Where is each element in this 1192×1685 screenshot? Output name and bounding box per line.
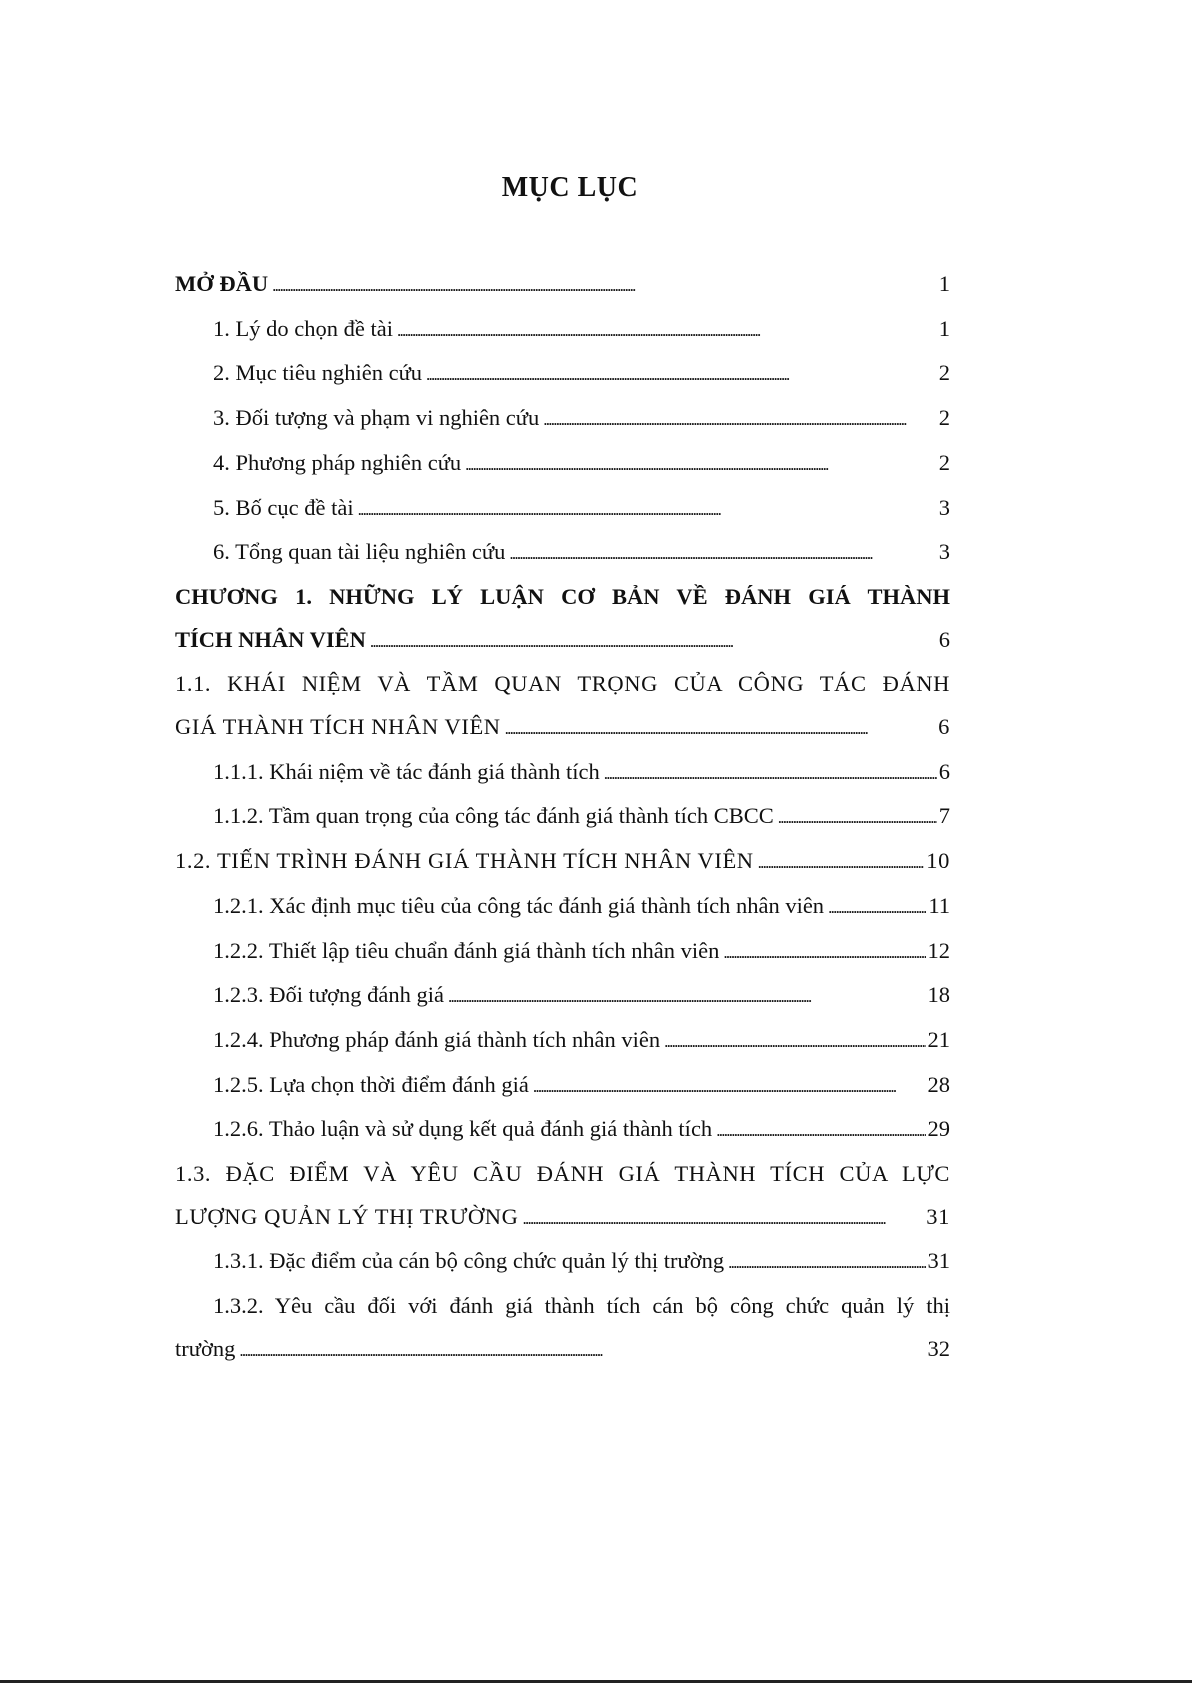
- dot-leader: [272, 263, 937, 308]
- toc-entry-section-1-1[interactable]: [175, 663, 950, 750]
- toc-entry-label: 1.2.5. Lựa chọn thời điểm đánh giá: [213, 1071, 529, 1097]
- toc-entry-page: 11: [928, 892, 950, 918]
- dot-leader: [604, 751, 937, 796]
- toc-entry[interactable]: [175, 1285, 950, 1372]
- dot-leader: [716, 1108, 925, 1153]
- toc-entry-label: 1.1.2. Tầm quan trọng của công tác đánh giá thành tích CBCC: [213, 803, 774, 829]
- dot-leader: [533, 1064, 926, 1109]
- toc-entry-label-line1: 1.3. ĐẶC ĐIỂM VÀ YÊU CẦU ĐÁNH GIÁ THÀNH TÍCH CỦA LỰC: [175, 1161, 950, 1187]
- toc-entry[interactable]: [175, 930, 950, 975]
- toc-entry-label-line1: 1.1. KHÁI NIỆM VÀ TẦM QUAN TRỌNG CỦA CÔNG TÁC ĐÁNH: [175, 671, 950, 697]
- dot-leader: [370, 619, 937, 664]
- dot-leader: [778, 795, 937, 840]
- toc-entry[interactable]: [175, 442, 950, 487]
- page-title: MỤC LỤC: [501, 172, 639, 203]
- toc-entry-label: 1.2.2. Thiết lập tiêu chuẩn đánh giá thành tích nhân viên: [213, 937, 720, 963]
- toc-entry-page: 29: [927, 1116, 950, 1142]
- toc-entry[interactable]: [175, 1064, 950, 1109]
- toc-entry-label: 1.1.1. Khái niệm về tác đánh giá thành tích: [213, 758, 600, 784]
- dot-leader: [239, 1328, 925, 1373]
- toc-entry-label: 1.2.1. Xác định mục tiêu của công tác đánh giá thành tích nhân viên: [213, 892, 825, 918]
- toc-entry-label: 2. Mục tiêu nghiên cứu: [213, 360, 423, 386]
- toc-entry-label-line1: CHƯƠNG 1. NHỮNG LÝ LUẬN CƠ BẢN VỀ ĐÁNH GIÁ THÀNH: [175, 583, 950, 609]
- toc-entry[interactable]: [175, 487, 950, 532]
- toc-entry[interactable]: [175, 397, 950, 442]
- dot-leader: [723, 930, 925, 975]
- toc-entry-page: 10: [926, 848, 950, 874]
- toc-entry-page: 28: [927, 1071, 950, 1097]
- toc-entry-page: 6: [938, 714, 950, 740]
- dot-leader: [828, 885, 926, 930]
- toc-entry[interactable]: [175, 308, 950, 353]
- toc-entry-page: 3: [938, 539, 950, 565]
- dot-leader: [728, 1240, 925, 1285]
- table-of-contents: [175, 263, 950, 1373]
- toc-entry-page: 18: [927, 982, 950, 1008]
- toc-entry-label: 5. Bố cục đề tài: [213, 494, 354, 520]
- dot-leader: [358, 487, 937, 532]
- dot-leader: [543, 397, 937, 442]
- dot-leader: [664, 1019, 925, 1064]
- toc-entry-chapter-1[interactable]: [175, 576, 950, 663]
- toc-entry-label: 1.2.6. Thảo luận và sử dụng kết quả đánh giá thành tích: [213, 1116, 713, 1142]
- dot-leader: [426, 352, 937, 397]
- toc-entry-label: 1.2.4. Phương pháp đánh giá thành tích nhân viên: [213, 1026, 661, 1052]
- toc-entry-mo-dau[interactable]: [175, 263, 950, 308]
- dot-leader: [448, 974, 926, 1019]
- toc-entry-label-line2: GIÁ THÀNH TÍCH NHÂN VIÊN: [175, 714, 501, 740]
- toc-entry-page: 2: [938, 360, 950, 386]
- toc-entry-page: 2: [938, 405, 950, 431]
- toc-entry-label: 1.2.3. Đối tượng đánh giá: [213, 982, 444, 1008]
- toc-entry-page: 31: [926, 1203, 950, 1229]
- toc-entry-label-line2: LƯỢNG QUẢN LÝ THỊ TRƯỜNG: [175, 1203, 519, 1229]
- toc-entry[interactable]: [175, 974, 950, 1019]
- dot-leader: [509, 531, 936, 576]
- toc-entry-page: 21: [927, 1026, 950, 1052]
- dot-leader: [505, 706, 937, 751]
- toc-entry-page: 2: [938, 449, 950, 475]
- toc-entry-page: 6: [938, 626, 950, 652]
- toc-entry-label: 6. Tổng quan tài liệu nghiên cứu: [213, 539, 506, 565]
- toc-entry[interactable]: [175, 1240, 950, 1285]
- toc-entry[interactable]: [175, 885, 950, 930]
- toc-entry-label: 1.2. TIẾN TRÌNH ĐÁNH GIÁ THÀNH TÍCH NHÂN VIÊN: [175, 848, 754, 874]
- toc-entry[interactable]: [175, 352, 950, 397]
- toc-entry-page: 32: [927, 1335, 950, 1361]
- toc-entry-label-line2: trường: [175, 1335, 236, 1361]
- toc-entry-label: 1. Lý do chọn đề tài: [213, 315, 393, 341]
- toc-entry-section-1-3[interactable]: [175, 1153, 950, 1240]
- toc-entry-page: 1: [938, 315, 950, 341]
- toc-entry[interactable]: [175, 531, 950, 576]
- toc-entry-label: 1.3.1. Đặc điểm của cán bộ công chức quản lý thị trường: [213, 1248, 725, 1274]
- toc-entry-page: 12: [927, 937, 950, 963]
- toc-entry[interactable]: [175, 795, 950, 840]
- dot-leader: [397, 308, 937, 353]
- toc-entry-label-line1: 1.3.2. Yêu cầu đối với đánh giá thành tích cán bộ công chức quản lý thị: [213, 1293, 950, 1319]
- toc-entry-label: MỞ ĐẦU: [175, 271, 269, 296]
- toc-entry-label: 3. Đối tượng và phạm vi nghiên cứu: [213, 405, 540, 431]
- toc-entry[interactable]: [175, 1108, 950, 1153]
- toc-entry-page: 1: [938, 271, 950, 296]
- dot-leader: [522, 1196, 924, 1241]
- page-bottom-edge: [0, 1680, 1192, 1683]
- toc-entry-section-1-2[interactable]: [175, 840, 950, 885]
- toc-entry-page: 6: [938, 758, 950, 784]
- toc-entry[interactable]: [175, 751, 950, 796]
- toc-entry-page: 3: [938, 494, 950, 520]
- toc-entry-label-line2: TÍCH NHÂN VIÊN: [175, 626, 366, 652]
- dot-leader: [758, 840, 925, 885]
- toc-entry-page: 7: [938, 803, 950, 829]
- dot-leader: [465, 442, 937, 487]
- toc-entry-page: 31: [927, 1248, 950, 1274]
- toc-entry-label: 4. Phương pháp nghiên cứu: [213, 449, 462, 475]
- toc-entry[interactable]: [175, 1019, 950, 1064]
